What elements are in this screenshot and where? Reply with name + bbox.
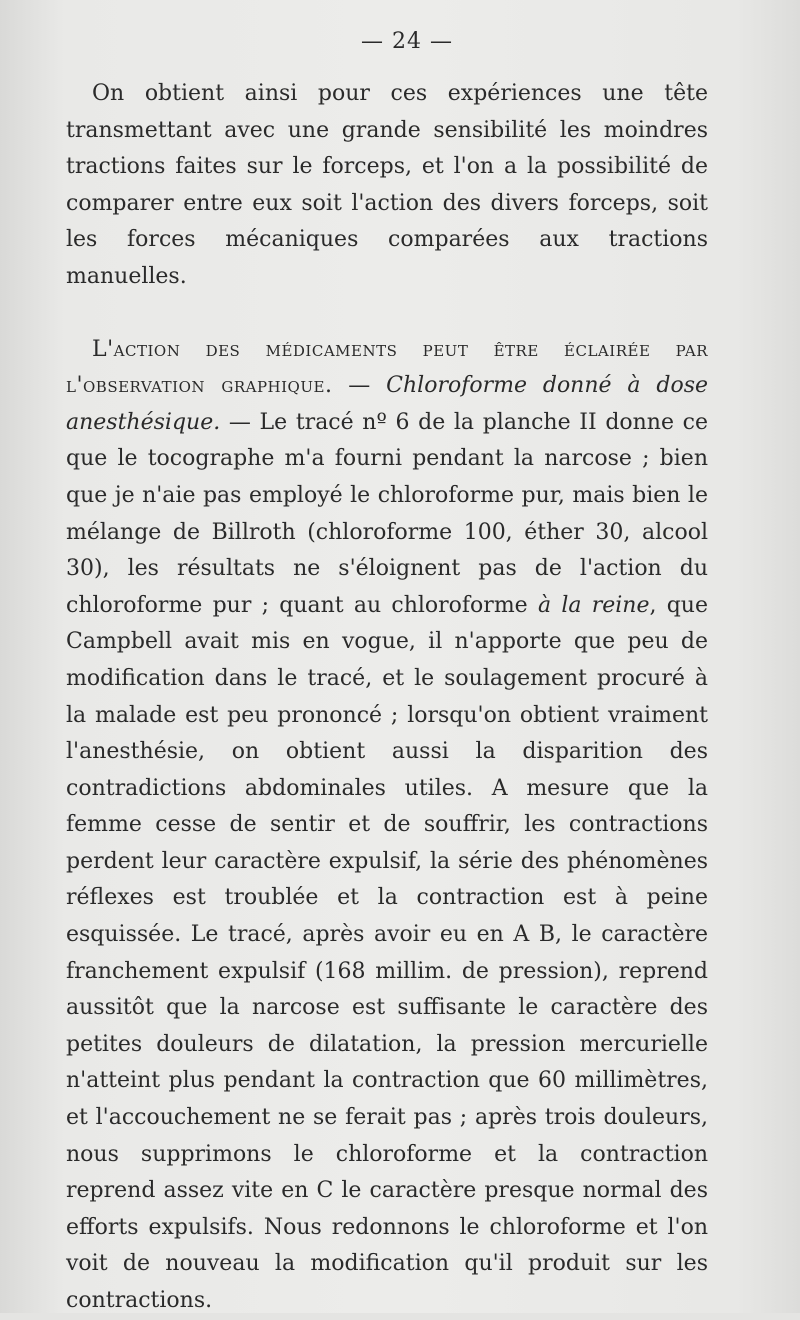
page-number: — 24 — bbox=[361, 29, 453, 54]
paragraph-text: Le tracé nº 6 de la planche II donne ce que le tocographe m'a fourni pendant la narcose ; bien que je n'aie pas employé le chloroforme pur, mais bien le mélange de Billroth (chloroforme 100, éther 30, alcool 30), les résultats ne s'éloignent pas de l'action du chloroforme pur ; quant au chloroforme bbox=[66, 409, 708, 618]
em-dash: — bbox=[220, 409, 260, 435]
paragraph-text: , que Campbell avait mis en vogue, il n'apporte que peu de modification dans le tracé, et le soulagement procuré à la malade est peu prononcé ; lorsqu'on obtient vraiment l'anesthésie, on obtient aussi la disparition des contradictions abdominales utiles. A mesure que la femme cesse de sentir et de souffrir, les contractions perdent leur caractère expulsif, la série des phénomènes réflexes est troublée et la contraction est à peine esquissée. Le tracé, après avoir eu en A B, le caractère franchement expulsif (168 millim. de pression), reprend aussitôt que la narcose est suffisante le caractère des petites douleurs de dilatation, la pression mercurielle n'atteint plus pendant la contraction que 60 millimètres, et l'accouchement ne se ferait pas ; après trois douleurs, nous supprimons le chloroforme et la contraction reprend assez vite en C le caractère presque normal des efforts expulsifs. Nous redonnons le chloroforme et l'on voit de nouveau la modification qu'il produit sur les contractions. bbox=[66, 592, 708, 1313]
paragraph-text: On obtient ainsi pour ces expériences une tête transmettant avec une grande sensibilité les moindres tractions faites sur le forceps, et l'on a la possibilité de comparer entre eux soit l'action des divers forceps, soit les forces mécaniques comparées aux tractions manuelles. bbox=[66, 81, 708, 289]
paragraph-chloroform bbox=[66, 332, 708, 1320]
paragraph-forceps-experiments bbox=[66, 76, 708, 296]
section-subheading: Chloroforme donné à dose anesthésique. bbox=[66, 373, 709, 435]
em-dash: — bbox=[332, 373, 387, 399]
section-heading: L'action des médicaments peut être éclairée par l'observation graphique. bbox=[66, 336, 708, 399]
italic-phrase: à la reine bbox=[537, 592, 650, 618]
